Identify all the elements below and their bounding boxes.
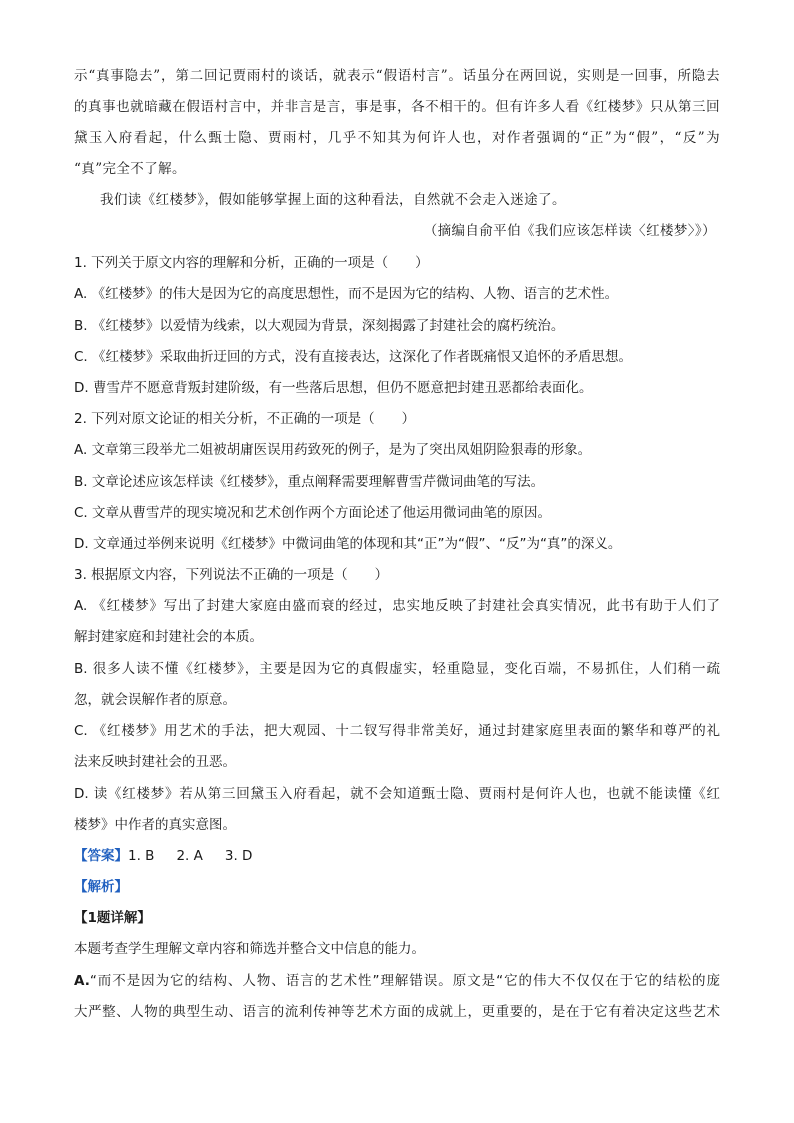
analysis-sub-label: 【1题详解】 (74, 910, 151, 926)
answer-row (74, 846, 252, 866)
analysis-label: 【解析】 (74, 879, 128, 895)
passage-line-3: 黛玉入府看起，什么甄士隐、贾雨村，几乎不知其为何许人也，对作者强调的“正”为“假”，“反”为 (74, 130, 720, 146)
question-2-option-d: D. 文章通过举例来说明《红楼梦》中微词曲笔的体现和其“正”为“假”、“反”为“真”的深义。 (74, 536, 622, 552)
answer-item-1: 1. B (128, 848, 155, 864)
passage-line-4: “真”完全不了解。 (74, 161, 186, 177)
question-3-option-b-line-1: B. 很多人读不懂《红楼梦》，主要是因为它的真假虚实，轻重隐显，变化百端，不易抓住，人们稍一疏 (74, 661, 720, 677)
question-3-stem: 3. 根据原文内容，下列说法不正确的一项是（ ） (74, 567, 389, 583)
question-1-stem: 1. 下列关于原文内容的理解和分析，正确的一项是（ ） (74, 255, 429, 271)
question-1-option-d: D. 曹雪芹不愿意背叛封建阶级，有一些落后思想，但仍不愿意把封建丑恶都给表面化。 (74, 380, 593, 396)
analysis-a-prefix: A. (74, 973, 90, 989)
passage-line-2: 的真事也就暗藏在假语村言中，并非言是言，事是事，各不相干的。但有许多人看《红楼梦》只从第三回 (74, 99, 720, 115)
question-3-option-d-line-2: 楼梦》中作者的真实意图。 (74, 817, 236, 833)
analysis-intro: 本题考查学生理解文章内容和筛选并整合文中信息的能力。 (74, 941, 425, 957)
passage-closing: 我们读《红楼梦》，假如能够掌握上面的这种看法，自然就不会走入迷途了。 (100, 192, 566, 208)
question-2-stem: 2. 下列对原文论证的相关分析，不正确的一项是（ ） (74, 411, 416, 427)
analysis-a-line-2: 大严整、人物的典型生动、语言的流利传神等艺术方面的成就上，更重要的，是在于它有着决定这些艺术 (74, 1004, 720, 1020)
answer-label: 【答案】 (74, 848, 128, 864)
question-1-option-c: C. 《红楼梦》采取曲折迂回的方式，没有直接表达，这深化了作者既痛恨又追怀的矛盾思想。 (74, 349, 633, 365)
question-3-option-c-line-2: 法来反映封建社会的丑恶。 (74, 754, 236, 770)
question-1-option-b: B. 《红楼梦》以爱情为线索，以大观园为背景，深刻揭露了封建社会的腐朽统治。 (74, 318, 565, 334)
question-1-option-a: A. 《红楼梦》的伟大是因为它的高度思想性，而不是因为它的结构、人物、语言的艺术性。 (74, 286, 619, 302)
question-3-option-c-line-1: C. 《红楼梦》用艺术的手法，把大观园、十二钗写得非常美好，通过封建家庭里表面的繁华和尊严的礼 (74, 723, 720, 739)
question-2-option-a: A. 文章第三段举尤二姐被胡庸医误用药致死的例子，是为了突出凤姐阴险狠毒的形象。 (74, 442, 592, 458)
passage-source: （摘编自俞平伯《我们应该怎样读〈红楼梦〉》） (423, 223, 716, 239)
analysis-a-text-1: “而不是因为它的结构、人物、语言的艺术性”理解错误。原文是“它的伟大不仅仅在于它的结松的庞 (89, 973, 720, 989)
analysis-a-line-1 (74, 971, 720, 991)
question-3-option-b-line-2: 忽，就会误解作者的原意。 (74, 692, 236, 708)
answer-item-2: 2. A (176, 848, 203, 864)
question-3-option-a-line-2: 解封建家庭和封建社会的本质。 (74, 629, 263, 645)
passage-line-1: 示“真事隐去”，第二回记贾雨村的谈话，就表示“假语村言”。话虽分在两回说，实则是一回事，所隐去 (74, 68, 720, 84)
question-2-option-c: C. 文章从曹雪芹的现实境况和艺术创作两个方面论述了他运用微词曲笔的原因。 (74, 505, 552, 521)
answer-item-3: 3. D (224, 848, 253, 864)
question-3-option-d-line-1: D. 读《红楼梦》若从第三回黛玉入府看起，就不会知道甄士隐、贾雨村是何许人也，也就不能读懂《红 (74, 786, 720, 802)
question-3-option-a-line-1: A. 《红楼梦》写出了封建大家庭由盛而衰的经过，忠实地反映了封建社会真实情况，此书有助于人们了 (74, 598, 720, 614)
question-2-option-b: B. 文章论述应该怎样读《红楼梦》，重点阐释需要理解曹雪芹微词曲笔的写法。 (74, 474, 545, 490)
